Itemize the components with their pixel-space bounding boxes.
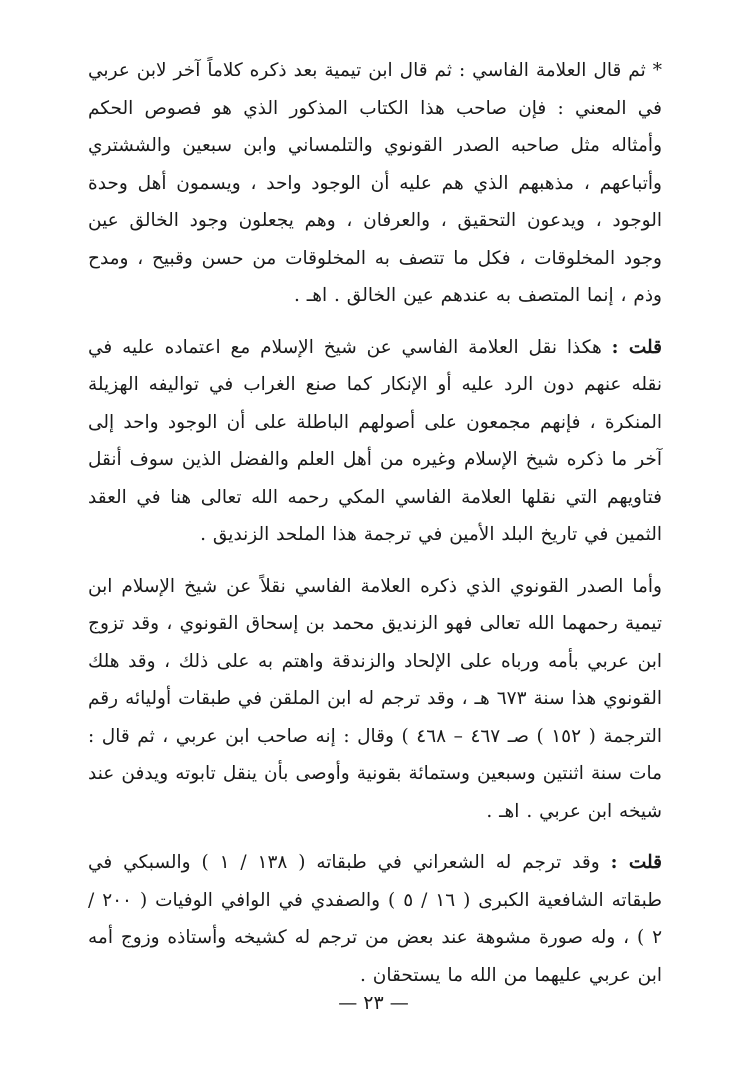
paragraph-4 xyxy=(88,844,662,994)
page-number: — ٢٣ — xyxy=(338,992,409,1014)
paragraph-2 xyxy=(88,329,662,554)
paragraph-1-text: * ثم قال العلامة الفاسي : ثم قال ابن تيمية بعد ذكره كلاماً آخر لابن عربي في المعني : فإن صاحب هذا الكتاب المذكور الذي هو فصوص الحكم وأمثاله مثل صاحبه الصدر القونوي والتلمساني وابن سبعين والششتري وأتباعهم ، مذهبهم الذي هم عليه أن الوجود واحد ، ويسمون أهل وحدة الوجود ، ويدعون التحقيق ، والعرفان ، وهم يجعلون وجود الخالق عين وجود المخلوقات ، فكل ما تتصف به المخلوقات من حسن وقبيح ، ومدح وذم ، إنما المتصف به عندهم عين الخالق . اهـ . xyxy=(88,60,662,306)
paragraph-3 xyxy=(88,568,662,831)
paragraph-4-text: وقد ترجم له الشعراني في طبقاته ( ١٣٨ / ١ ) والسبكي في طبقاته الشافعية الكبرى ( ١٦ / ٥ ) والصفدي في الوافي الوفيات ( ٢٠٠ / ٢ ) ، وله صورة مشوهة عند بعض من ترجم له كشيخه وأستاذه وزوج أمه ابن عربي عليهما من الله ما يستحقان . xyxy=(88,852,662,986)
page-body xyxy=(88,52,662,994)
paragraph-2-lead: قلت : xyxy=(611,336,663,358)
paragraph-1 xyxy=(88,52,662,315)
paragraph-4-lead: قلت : xyxy=(610,852,662,873)
paragraph-2-text: هكذا نقل العلامة الفاسي عن شيخ الإسلام مع اعتماده عليه في نقله عنهم دون الرد عليه أو الإنكار كما صنع الغراب في تواليفه الهزيلة المنكرة ، فإنهم مجمعون على أصولهم الباطلة على أن الوجود واحد إلى آخر ما ذكره شيخ الإسلام وغيره من أهل العلم والفضل الذين سوف أنقل فتاويهم التي نقلها العلامة الفاسي المكي رحمه الله تعالى هنا في العقد الثمين في تاريخ البلد الأمين في ترجمة هذا الملحد الزنديق . xyxy=(88,336,662,545)
paragraph-3-text: وأما الصدر القونوي الذي ذكره العلامة الفاسي نقلاً عن شيخ الإسلام ابن تيمية رحمهما الله تعالى فهو الزنديق محمد بن إسحاق القونوي ، وقد تزوج ابن عربي بأمه ورباه على الإلحاد والزندقة واهتم به على ذلك ، وقد هلك القونوي هذا سنة ٦٧٣ هـ ، وقد ترجم له ابن الملقن في طبقات أوليائه رقم الترجمة ( ١٥٢ ) صـ ٤٦٧ – ٤٦٨ ) وقال : إنه صاحب ابن عربي ، ثم قال : مات سنة اثنتين وسبعين وستمائة بقونية وأوصى بأن ينقل تابوته ويدفن عند شيخه ابن عربي . اهـ . xyxy=(88,575,662,822)
